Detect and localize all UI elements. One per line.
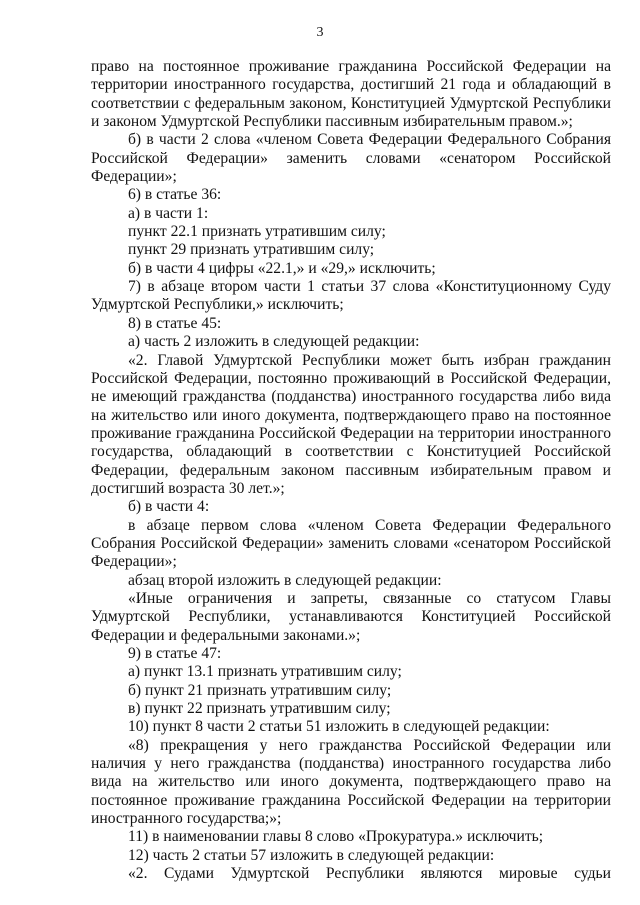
paragraph-item-29: пункт 29 признать утратившим силу; <box>128 241 375 259</box>
paragraph-article-37: 7) в абзаце втором части 1 статьи 37 слова «Конституционному Суду Удмуртской Республики,» исключить; <box>91 278 611 314</box>
paragraph-article-36-part-1: а) в части 1: <box>128 204 209 222</box>
paragraph-item-13-1: а) пункт 13.1 признать утратившим силу; <box>128 663 402 681</box>
paragraph-article-51: 10) пункт 8 части 2 статьи 51 изложить в следующей редакции: <box>128 718 550 736</box>
paragraph-first-subparagraph: в абзаце первом слова «членом Совета Федерации Федерального Собрания Российской Федерации» заменить словами «сенатором Российской Федерации»; <box>91 516 611 571</box>
page-number: 3 <box>316 25 324 40</box>
paragraph-item-22: в) пункт 22 признать утратившим силу; <box>128 700 391 718</box>
paragraph-continuation: право на постоянное проживание гражданина Российской Федерации на территории иностранного государства, достигший 21 года и обладающий в соответствии с федеральным законом, Конституцией Удмуртской Республики и законом Удмуртской Республики пассивным избирательным правом.»; <box>91 58 611 131</box>
paragraph-citizenship-termination: «8) прекращения у него гражданства Российской Федерации или наличия у него гражданства (подданства) иностранного государства либо вида на жительство или иного документа, подтверждающего право на постоянное проживание гражданина Российской Федерации на территории иностранного государства;»; <box>91 736 611 828</box>
paragraph-article-36-part-4: б) в части 4 цифры «22.1,» и «29,» исключить; <box>128 259 436 277</box>
paragraph-item-22-1: пункт 22.1 признать утратившим силу; <box>128 223 386 241</box>
document-body <box>91 58 611 883</box>
paragraph-article-45-part-4: б) в части 4: <box>128 498 210 516</box>
paragraph-article-45-part-2: а) часть 2 изложить в следующей редакции: <box>128 333 420 351</box>
paragraph-courts: «2. Судами Удмуртской Республики являются мировые судьи <box>128 865 611 883</box>
paragraph-head-eligibility: «2. Главой Удмуртской Республики может быть избран гражданин Российской Федерации, постоянно проживающий в Российской Федерации, не имеющий гражданства (подданства) иностранного государства либо вида на жительство или иного документа, подтверждающего право на постоянное проживание гражданина Российской Федерации на территории иностранного государства, обладающий в соответствии с Конституцией Российской Федерации, федеральным законом пассивным избирательным правом и достигший возраста 30 лет.»; <box>91 351 611 497</box>
paragraph-article-57: 12) часть 2 статьи 57 изложить в следующей редакции: <box>128 846 495 864</box>
paragraph-restrictions: «Иные ограничения и запреты, связанные со статусом Главы Удмуртской Республики, устанавливаются Конституцией Российской Федерации и федеральными законами.»; <box>91 589 611 644</box>
paragraph-chapter-8: 11) в наименовании главы 8 слово «Прокуратура.» исключить; <box>128 828 544 846</box>
paragraph-article-45: 8) в статье 45: <box>128 314 222 332</box>
paragraph-second-subparagraph: абзац второй изложить в следующей редакции: <box>128 571 442 589</box>
paragraph-senator-replacement: б) в части 2 слова «членом Совета Федерации Федерального Собрания Российской Федерации» заменить словами «сенатором Российской Федерации»; <box>91 131 611 186</box>
paragraph-article-47: 9) в статье 47: <box>128 645 222 662</box>
paragraph-item-21: б) пункт 21 признать утратившим силу; <box>128 681 392 699</box>
paragraph-article-36: 6) в статье 36: <box>128 186 222 204</box>
